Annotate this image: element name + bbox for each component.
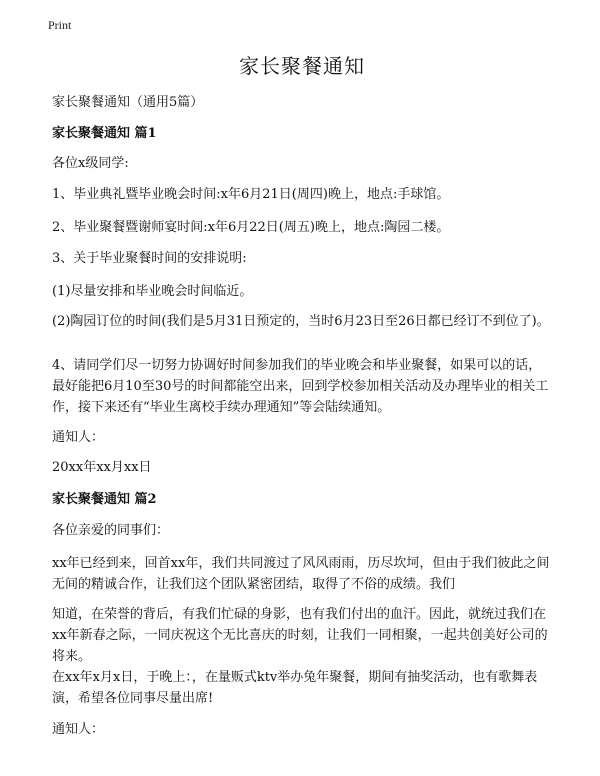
document-subtitle: 家长聚餐通知（通用5篇） bbox=[52, 95, 204, 110]
section-heading-2: 家长聚餐通知 篇2 bbox=[52, 492, 157, 507]
paragraph: 3、关于毕业聚餐时间的安排说明: bbox=[52, 251, 247, 266]
paragraph: 20xx年xx月xx日 bbox=[52, 460, 152, 475]
paragraph: 2、毕业聚餐暨谢师宴时间:x年6月22日(周五)晚上，地点:陶园二楼。 bbox=[52, 220, 450, 235]
paragraph: 通知人： bbox=[52, 722, 105, 737]
paragraph: 通知人： bbox=[52, 430, 105, 445]
paragraph: 知道，在荣誉的背后，有我们忙碌的身影，也有我们付出的血汗。因此，就统过我们在xx年新春之际，一同庆祝这个无比喜庆的时刻，让我们一同相聚，一起共创美好公司的将来。 bbox=[52, 607, 548, 664]
paragraph: 各位亲爱的同事们： bbox=[52, 523, 170, 538]
paragraph: 在xx年x月x日，于晚上：，在量贩式ktv举办兔年聚餐，期间有抽奖活动，也有歌舞表演，希望各位同事尽量出席! bbox=[52, 670, 538, 706]
paragraph: (2)陶园订位的时间(我们是5月31日预定的，当时6月23日至26日都已经订不到位了)。 bbox=[52, 314, 550, 329]
paragraph: xx年已经到来，回首xx年，我们共同渡过了风风雨雨，历尽坎坷，但由于我们彼此之间无间的精诚合作，让我们这个团队紧密团结，取得了不俗的成绩。我们 bbox=[52, 556, 550, 592]
paragraph: 1、毕业典礼暨毕业晚会时间:x年6月21日(周四)晚上，地点:手球馆。 bbox=[52, 187, 450, 202]
page-title: 家长聚餐通知 bbox=[239, 54, 365, 78]
paragraph: 4、请同学们尽一切努力协调好时间参加我们的毕业晚会和毕业聚餐，如果可以的话，最好能把6月10至30号的时间都能空出来，回到学校参加相关活动及办理毕业的相关工作，接下来还有“毕业生离校手续办理通知”等会陆续通知。 bbox=[52, 358, 549, 415]
section-heading-1: 家长聚餐通知 篇1 bbox=[52, 126, 157, 141]
paragraph: 各位x级同学: bbox=[52, 156, 129, 171]
paragraph: (1)尽量安排和毕业晚会时间临近。 bbox=[52, 284, 253, 299]
print-link[interactable]: Print bbox=[48, 18, 72, 32]
